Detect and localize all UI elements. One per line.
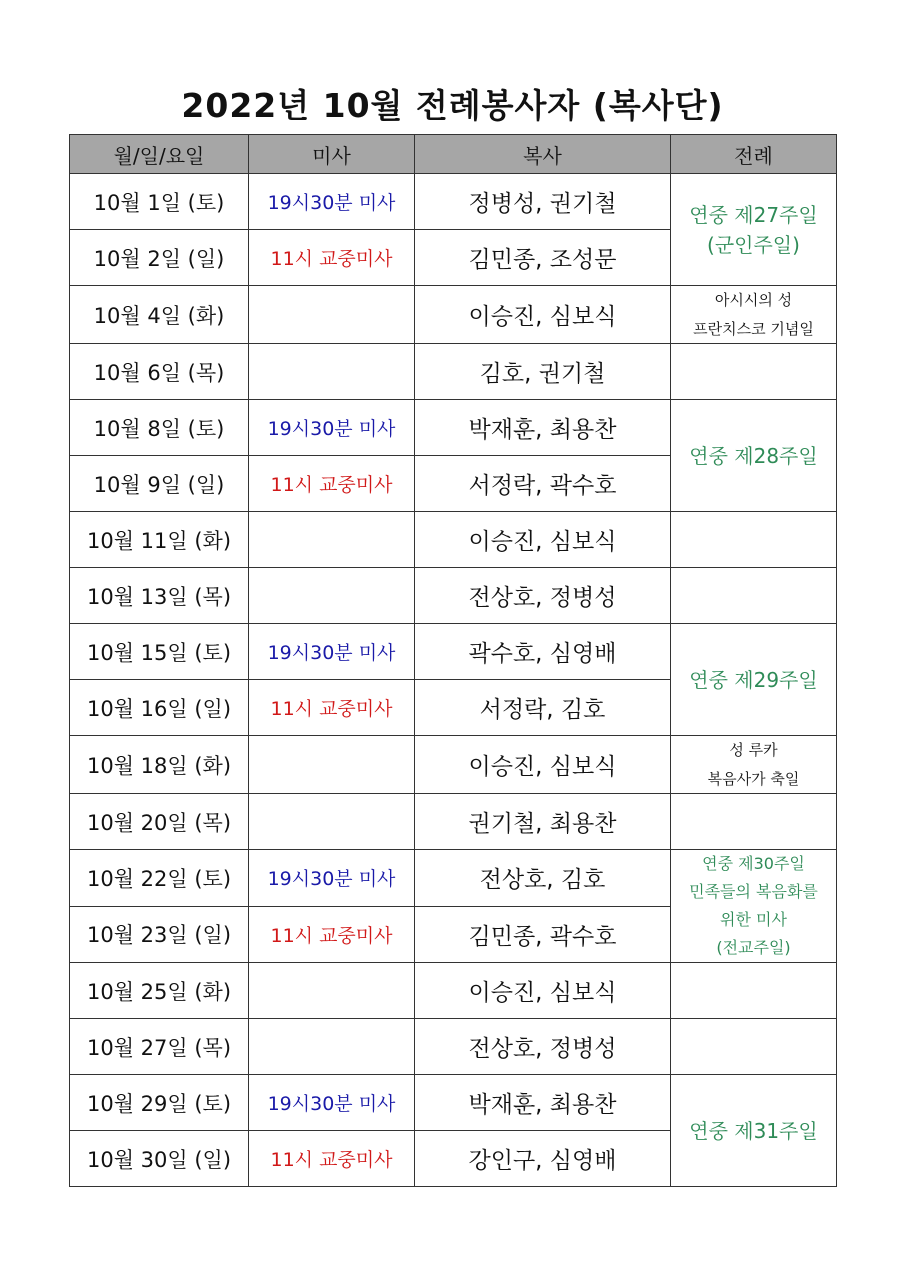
servers-cell: 이승진, 심보식 [415,963,671,1019]
table-row [70,624,837,680]
schedule-table [69,134,837,1187]
header-servers: 복사 [415,135,671,174]
date-cell: 10월 4일 (화) [70,286,249,344]
page-title: 2022년 10월 전례봉사자 (복사단) [181,86,724,125]
liturgy-cell [671,1075,837,1187]
date-cell: 10월 16일 (일) [70,680,249,736]
table-row [70,174,837,230]
date-cell: 10월 9일 (일) [70,456,249,512]
servers-cell: 박재훈, 최용찬 [415,400,671,456]
liturgy-cell [671,286,837,344]
date-cell: 10월 2일 (일) [70,230,249,286]
date-cell: 10월 11일 (화) [70,512,249,568]
liturgy-line: 연중 제29주일 [689,667,818,692]
mass-cell: 19시30분 미사 [249,174,415,230]
liturgy-cell [671,512,837,568]
header-mass: 미사 [249,135,415,174]
servers-cell: 서정락, 곽수호 [415,456,671,512]
date-cell: 10월 1일 (토) [70,174,249,230]
liturgy-cell [671,1019,837,1075]
table-row [70,963,837,1019]
servers-cell: 정병성, 권기철 [415,174,671,230]
liturgy-line: 민족들의 복음화를 [689,882,818,901]
date-cell: 10월 30일 (일) [70,1131,249,1187]
servers-cell: 김호, 권기철 [415,344,671,400]
table-row [70,400,837,456]
servers-cell: 이승진, 심보식 [415,512,671,568]
mass-cell [249,344,415,400]
header-row [70,135,837,174]
table-row [70,1075,837,1131]
liturgy-cell [671,344,837,400]
liturgy-line: 프란치스코 기념일 [693,319,814,338]
date-cell: 10월 27일 (목) [70,1019,249,1075]
liturgy-cell [671,736,837,794]
table-row [70,344,837,400]
table-row [70,568,837,624]
table-row [70,850,837,907]
servers-cell: 서정락, 김호 [415,680,671,736]
mass-cell [249,512,415,568]
servers-cell: 이승진, 심보식 [415,286,671,344]
header-date: 월/일/요일 [70,135,249,174]
mass-cell: 19시30분 미사 [249,850,415,907]
table-row [70,794,837,850]
servers-cell: 전상호, 정병성 [415,568,671,624]
servers-cell: 전상호, 김호 [415,850,671,907]
table-row [70,1019,837,1075]
servers-cell: 강인구, 심영배 [415,1131,671,1187]
header-liturgy: 전례 [671,135,837,174]
date-cell: 10월 15일 (토) [70,624,249,680]
date-cell: 10월 18일 (화) [70,736,249,794]
mass-cell: 19시30분 미사 [249,400,415,456]
date-cell: 10월 13일 (목) [70,568,249,624]
liturgy-line: 복음사가 축일 [707,769,800,788]
liturgy-line: 연중 제28주일 [689,443,818,468]
table-row [70,736,837,794]
liturgy-line: 성 루카 [729,741,778,759]
servers-cell: 이승진, 심보식 [415,736,671,794]
liturgy-line: (군인주일) [707,232,800,257]
mass-cell: 11시 교중미사 [249,1131,415,1187]
date-cell: 10월 29일 (토) [70,1075,249,1131]
mass-cell [249,1019,415,1075]
liturgy-line: 아시시의 성 [714,291,793,309]
liturgy-cell [671,568,837,624]
mass-cell: 11시 교중미사 [249,906,415,963]
table-row [70,512,837,568]
date-cell: 10월 23일 (일) [70,906,249,963]
date-cell: 10월 25일 (화) [70,963,249,1019]
mass-cell: 11시 교중미사 [249,230,415,286]
date-cell: 10월 20일 (목) [70,794,249,850]
liturgy-cell [671,963,837,1019]
date-cell: 10월 8일 (토) [70,400,249,456]
liturgy-cell [671,400,837,512]
liturgy-cell [671,850,837,963]
mass-cell: 11시 교중미사 [249,680,415,736]
date-cell: 10월 6일 (목) [70,344,249,400]
mass-cell [249,794,415,850]
servers-cell: 곽수호, 심영배 [415,624,671,680]
liturgy-line: 연중 제27주일 [689,202,818,227]
servers-cell: 권기철, 최용찬 [415,794,671,850]
mass-cell [249,963,415,1019]
liturgy-cell [671,174,837,286]
mass-cell: 19시30분 미사 [249,624,415,680]
liturgy-cell [671,794,837,850]
mass-cell: 11시 교중미사 [249,456,415,512]
liturgy-cell [671,624,837,736]
liturgy-line: (전교주일) [716,938,791,957]
mass-cell [249,286,415,344]
date-cell: 10월 22일 (토) [70,850,249,907]
liturgy-line: 연중 제31주일 [689,1118,818,1143]
liturgy-line: 위한 미사 [720,910,787,929]
mass-cell: 19시30분 미사 [249,1075,415,1131]
servers-cell: 전상호, 정병성 [415,1019,671,1075]
mass-cell [249,736,415,794]
servers-cell: 김민종, 조성문 [415,230,671,286]
servers-cell: 박재훈, 최용찬 [415,1075,671,1131]
servers-cell: 김민종, 곽수호 [415,906,671,963]
mass-cell [249,568,415,624]
liturgy-line: 연중 제30주일 [702,854,805,873]
table-row [70,286,837,344]
